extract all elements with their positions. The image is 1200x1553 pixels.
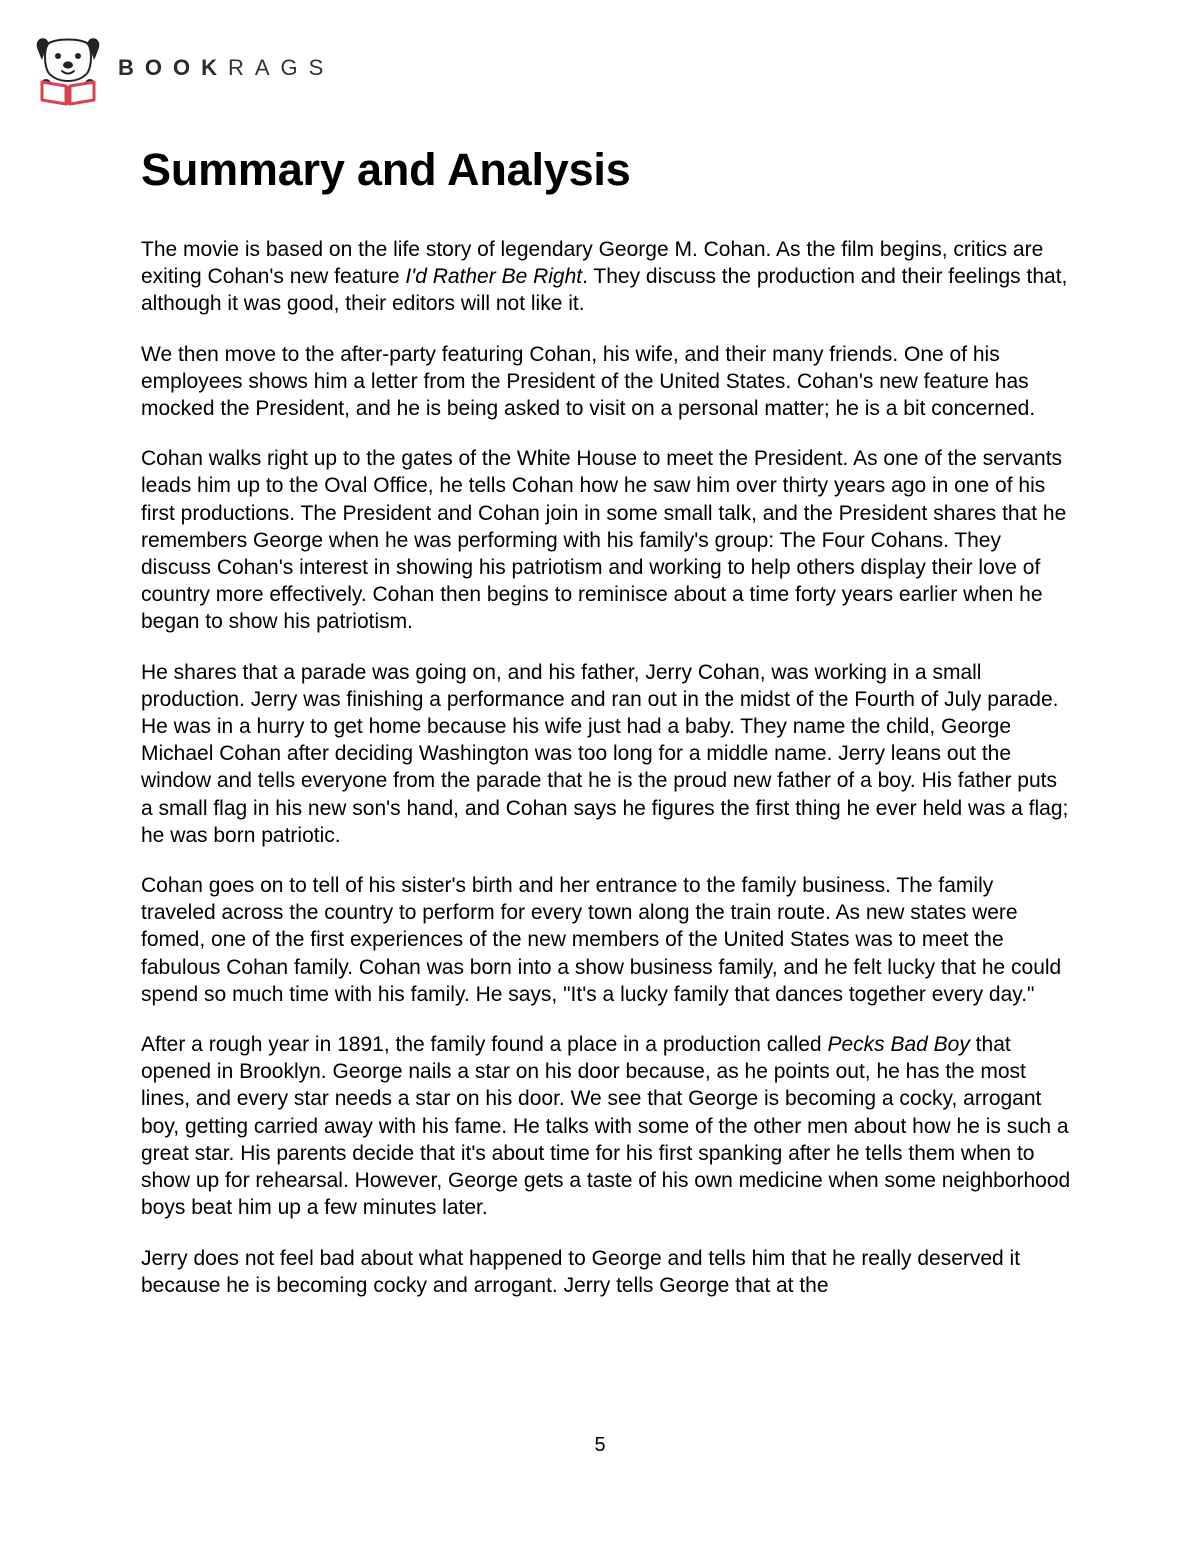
paragraph-5: Cohan goes on to tell of his sister's birth and her entrance to the family business. The family traveled across the country to perform for every town along the train route. As new states were fomed, one of the first experiences of the new members of the United States was to meet the fabulous Cohan family. Cohan was born into a show business family, and he felt lucky that he could spend so much time with his family. He says, "It's a lucky family that dances together every day.": [141, 874, 1062, 1006]
paragraph-2: We then move to the after-party featuring Cohan, his wife, and their many friends. One of his employees shows him a letter from the President of the United States. Cohan's new feature has mocked the President, and he is being asked to visit on a personal matter; he is a bit concerned.: [141, 342, 1036, 421]
paragraph-1-text-c: . They discuss the production and their feelings that, although it was good, their editors will not like it.: [141, 265, 1068, 316]
paragraph-1: [141, 236, 1071, 318]
paragraph-4: He shares that a parade was going on, and his father, Jerry Cohan, was working in a small production. Jerry was finishing a performance and ran out in the midst of the Fourth of July parade. He was in a hurry to get home because his wife just had a baby. They name the child, George Michael Cohan after deciding Washington was too long for a middle name. Jerry leans out the window and tells everyone from the parade that he is the proud new father of a boy. His father puts a small flag in his new son's hand, and Cohan says he figures the first thing he ever held was a flag; he was born patriotic.: [141, 660, 1069, 847]
document-body: [141, 142, 1071, 1322]
logo-wordmark: [118, 55, 334, 81]
bookrags-logo: [32, 34, 334, 106]
paragraph-3: Cohan walks right up to the gates of the White House to meet the President. As one of the servants leads him up to the Oval Office, he tells Cohan how he saw him over thirty years ago in one of his first productions. The President and Cohan join in some small talk, and the President shares that he remembers George when he was performing with his family's group: The Four Cohans. They discuss Cohan's interest in showing his patriotism and working to help others display their love of country more effectively. Cohan then begins to reminisce about a time forty years earlier when he began to show his patriotism.: [141, 447, 1067, 634]
paragraph-1-title-italic: I'd Rather Be Right: [405, 265, 583, 289]
page-title: Summary and Analysis: [141, 144, 631, 195]
paragraph-7: Jerry does not feel bad about what happened to George and tells him that he really deserved it because he is becoming cocky and arrogant. Jerry tells George that at the: [141, 1246, 1021, 1297]
paragraph-6-text-c: that opened in Brooklyn. George nails a star on his door because, as he points out, he has the most lines, and every star needs a star on his door. We see that George is becoming a cocky, arrogant boy, getting carried away with his fame. He talks with some of the other men about how he is such a great star. His parents decide that it's about time for his first spanking after he tells them when to show up for rehearsal. However, George gets a taste of his own medicine when some neighborhood boys beat him up a few minutes later.: [141, 1033, 1071, 1220]
logo-word-rags: RAGS: [228, 55, 335, 80]
page-number: 5: [594, 1434, 606, 1456]
paragraph-1-text-a: The movie is based on the life story of legendary George M. Cohan. As the film begins, critics are exiting Cohan's new feature: [141, 238, 1044, 289]
paragraph-6-title-italic: Pecks Bad Boy: [827, 1033, 970, 1057]
paragraph-6: [141, 1031, 1071, 1221]
logo-word-book: BOOK: [118, 55, 228, 80]
dog-book-logo-icon: [32, 34, 104, 106]
paragraph-6-text-a: After a rough year in 1891, the family found a place in a production called: [141, 1033, 828, 1057]
